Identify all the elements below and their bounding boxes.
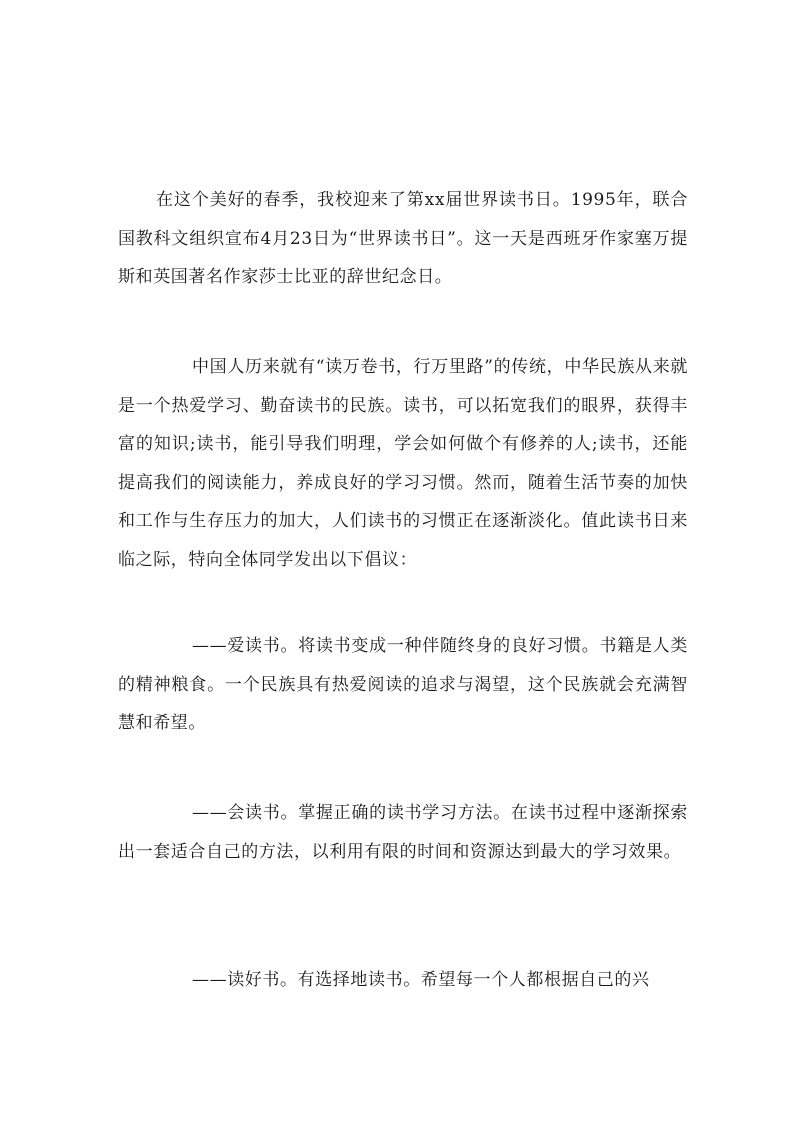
paragraph-read-well: ——会读书。掌握正确的读书学习方法。在读书过程中逐渐探索出一套适合自己的方法，以利用有限的时间和资源达到最大的学习效果。 (118, 803, 688, 862)
paragraph-love-reading: ——爱读书。将读书变成一种伴随终身的良好习惯。书籍是人类的精神粮食。一个民族具有热爱阅读的追求与渴望，这个民族就会充满智慧和希望。 (118, 636, 688, 733)
paragraph-intro: 在这个美好的春季，我校迎来了第xx届世界读书日。1995年，联合国教科文组织宣布4月23日为“世界读书日”。这一天是西班牙作家塞万提斯和英国著名作家莎士比亚的辞世纪念日。 (118, 190, 688, 287)
paragraph-tradition: 中国人历来就有“读万卷书，行万里路”的传统，中华民族从来就是一个热爱学习、勤奋读书的民族。读书，可以拓宽我们的眼界，获得丰富的知识;读书，能引导我们明理，学会如何做个有修养的人;读书，还能提高我们的阅读能力，养成良好的学习习惯。然而，随着生活节奏的加快和工作与生存压力的加大，人们读书的习惯正在逐渐淡化。值此读书日来临之际，特向全体同学发出以下倡议： (118, 357, 688, 570)
paragraph-read-good-books: ——读好书。有选择地读书。希望每一个人都根据自己的兴 (192, 970, 650, 990)
